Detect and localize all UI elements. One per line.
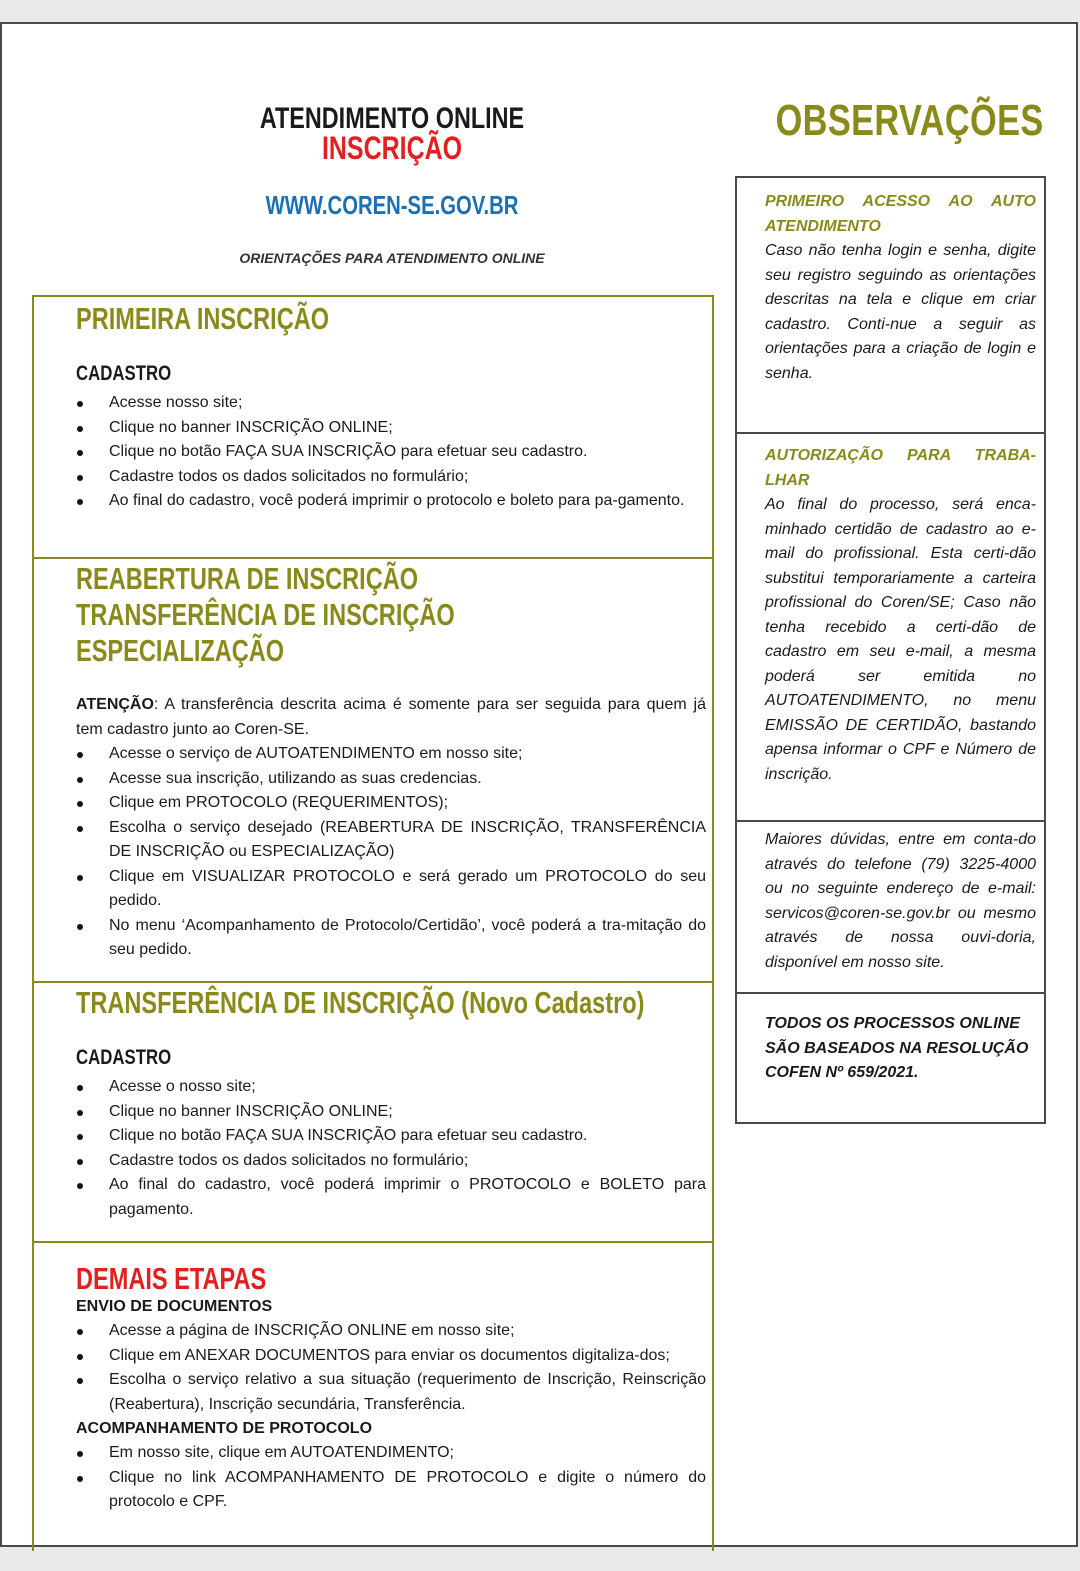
envio-title: ENVIO DE DOCUMENTOS: [76, 1298, 273, 1315]
list-item: No menu ‘Acompanhamento de Protocolo/Certidão’, você poderá a tra-mitação do seu pedido.: [76, 914, 706, 963]
section-title: REABERTURA DE INSCRIÇÃO: [76, 561, 419, 596]
obs-text: Ao final do processo, será enca-minhado certidão de cadastro ao e-mail do profissional. Esta certi-dão substitui temporariamente a carteira profissional do Coren/SE; Caso não tenha recebido a certi-dão de cadastro em seu e-mail, a mesma poderá ser emitida no AUTOATENDIMENTO, no menu EMISSÃO DE CERTIDÃO, bastando apensa informar o CPF e Número de inscrição.: [765, 496, 1036, 783]
list-item: Acesse o serviço de AUTOATENDIMENTO em nosso site;: [76, 742, 706, 767]
list-item: Cadastre todos os dados solicitados no formulário;: [76, 1149, 706, 1174]
obs-heading: PRIMEIRO ACESSO AO AUTO ATENDIMENTO: [765, 193, 1036, 235]
list-item: Em nosso site, clique em AUTOATENDIMENTO;: [76, 1441, 706, 1466]
section-title: DEMAIS ETAPAS: [76, 1261, 267, 1296]
obs-box-resolucao: [735, 992, 1046, 1124]
section-primeira-inscricao: [32, 295, 714, 559]
section-subtitle: CADASTRO: [76, 1046, 172, 1069]
attention-label: ATENÇÃO: [76, 696, 154, 713]
site-url: WWW.COREN-SE.GOV.BR: [265, 190, 519, 220]
list-item: Acesse sua inscrição, utilizando as suas credencias.: [76, 767, 706, 792]
list-item: Clique no botão FAÇA SUA INSCRIÇÃO para efetuar seu cadastro.: [76, 440, 706, 465]
bullet-list: [76, 391, 706, 514]
obs-box-primeiro-acesso: [735, 176, 1046, 434]
section-demais-etapas: [32, 1241, 714, 1551]
bullet-list: [76, 1319, 706, 1417]
list-item: Clique no banner INSCRIÇÃO ONLINE;: [76, 416, 706, 441]
list-item: Acesse a página de INSCRIÇÃO ONLINE em nosso site;: [76, 1319, 706, 1344]
list-item: Clique no botão FAÇA SUA INSCRIÇÃO para efetuar seu cadastro.: [76, 1124, 706, 1149]
obs-text: Caso não tenha login e senha, digite seu registro seguindo as orientações descritas na tela e clique em criar cadastro. Conti-nue a seguir as orientações para a criação de login e senha.: [765, 242, 1036, 382]
list-item: Escolha o serviço relativo a sua situação (requerimento de Inscrição, Reinscrição (Reabertura), Inscrição secundária, Transferência.: [76, 1368, 706, 1417]
observations-title: OBSERVAÇÕES: [775, 96, 1044, 145]
obs-text: Maiores dúvidas, entre em conta-do através do telefone (79) 3225-4000 ou no seguinte endereço de e-mail: servicos@coren-se.gov.br ou mesmo através de nossa ouvi-doria, disponível em nosso site.: [765, 831, 1036, 971]
list-item: Ao final do cadastro, você poderá imprimir o PROTOCOLO e BOLETO para pagamento.: [76, 1173, 706, 1222]
list-item: Cadastre todos os dados solicitados no formulário;: [76, 465, 706, 490]
list-item: Clique no link ACOMPANHAMENTO DE PROTOCOLO e digite o número do protocolo e CPF.: [76, 1466, 706, 1515]
attention-paragraph: [76, 693, 706, 742]
list-item: Clique em PROTOCOLO (REQUERIMENTOS);: [76, 791, 706, 816]
list-item: Acesse o nosso site;: [76, 1075, 706, 1100]
obs-text: TODOS OS PROCESSOS ONLINE SÃO BASEADOS NA RESOLUÇÃO COFEN Nº 659/2021.: [765, 1015, 1029, 1081]
obs-box-autorizacao: [735, 432, 1046, 822]
obs-heading: AUTORIZAÇÃO PARA TRABA-LHAR: [765, 447, 1036, 489]
section-title: ESPECIALIZAÇÃO: [76, 633, 285, 668]
list-item: Ao final do cadastro, você poderá imprimir o protocolo e boleto para pa-gamento.: [76, 489, 706, 514]
list-item: Clique no banner INSCRIÇÃO ONLINE;: [76, 1100, 706, 1125]
section-title: TRANSFERÊNCIA DE INSCRIÇÃO (Novo Cadastro): [76, 985, 645, 1020]
section-title: TRANSFERÊNCIA DE INSCRIÇÃO: [76, 597, 455, 632]
section-transferencia: [32, 981, 714, 1243]
list-item: Acesse nosso site;: [76, 391, 706, 416]
header-title: ATENDIMENTO ONLINE: [259, 102, 525, 135]
acompanhamento-title: ACOMPANHAMENTO DE PROTOCOLO: [76, 1420, 373, 1437]
list-item: Escolha o serviço desejado (REABERTURA DE INSCRIÇÃO, TRANSFERÊNCIA DE INSCRIÇÃO ou ESPECIALIZAÇÃO): [76, 816, 706, 865]
section-title: PRIMEIRA INSCRIÇÃO: [76, 301, 330, 336]
document-page: [0, 22, 1078, 1547]
bullet-list: [76, 1075, 706, 1222]
list-item: Clique em ANEXAR DOCUMENTOS para enviar os documentos digitaliza-dos;: [76, 1344, 706, 1369]
bullet-list: [76, 1441, 706, 1515]
obs-box-contato: [735, 820, 1046, 994]
attention-text: : A transferência descrita acima é somente para ser seguida para quem já tem cadastro junto ao Coren-SE.: [76, 696, 706, 738]
header-subtitle: INSCRIÇÃO: [321, 130, 463, 166]
section-subtitle: CADASTRO: [76, 362, 172, 385]
section-reabertura: [32, 557, 714, 983]
bullet-list: [76, 742, 706, 963]
orientation-text: ORIENTAÇÕES PARA ATENDIMENTO ONLINE: [239, 250, 545, 266]
list-item: Clique em VISUALIZAR PROTOCOLO e será gerado um PROTOCOLO do seu pedido.: [76, 865, 706, 914]
